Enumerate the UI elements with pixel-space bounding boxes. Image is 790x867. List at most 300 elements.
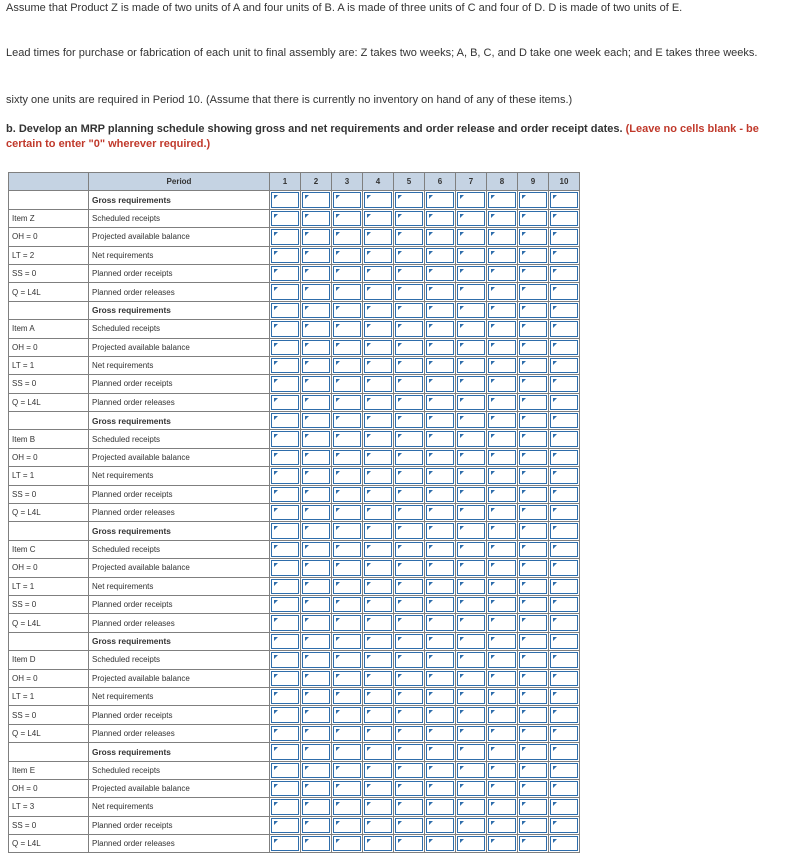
answer-input[interactable] <box>271 707 299 722</box>
answer-input[interactable] <box>457 615 485 630</box>
answer-input[interactable] <box>457 744 485 759</box>
answer-input[interactable] <box>457 340 485 355</box>
answer-input[interactable] <box>302 634 330 649</box>
answer-input[interactable] <box>426 284 454 299</box>
answer-input[interactable] <box>333 726 361 741</box>
answer-input[interactable] <box>395 505 423 520</box>
answer-input[interactable] <box>364 634 392 649</box>
answer-input[interactable] <box>333 211 361 226</box>
answer-input[interactable] <box>519 744 547 759</box>
answer-input[interactable] <box>488 468 516 483</box>
answer-input[interactable] <box>271 413 299 428</box>
answer-input[interactable] <box>519 358 547 373</box>
answer-input[interactable] <box>457 321 485 336</box>
answer-input[interactable] <box>426 781 454 796</box>
answer-input[interactable] <box>271 726 299 741</box>
answer-input[interactable] <box>519 579 547 594</box>
answer-input[interactable] <box>395 303 423 318</box>
answer-input[interactable] <box>519 340 547 355</box>
answer-input[interactable] <box>457 799 485 814</box>
answer-input[interactable] <box>550 468 578 483</box>
answer-input[interactable] <box>426 487 454 502</box>
answer-input[interactable] <box>488 634 516 649</box>
answer-input[interactable] <box>488 211 516 226</box>
answer-input[interactable] <box>364 615 392 630</box>
answer-input[interactable] <box>488 358 516 373</box>
answer-input[interactable] <box>457 192 485 207</box>
answer-input[interactable] <box>457 579 485 594</box>
answer-input[interactable] <box>271 395 299 410</box>
answer-input[interactable] <box>333 799 361 814</box>
answer-input[interactable] <box>457 284 485 299</box>
answer-input[interactable] <box>271 744 299 759</box>
answer-input[interactable] <box>550 634 578 649</box>
answer-input[interactable] <box>426 799 454 814</box>
answer-input[interactable] <box>333 597 361 612</box>
answer-input[interactable] <box>395 634 423 649</box>
answer-input[interactable] <box>426 450 454 465</box>
answer-input[interactable] <box>426 744 454 759</box>
answer-input[interactable] <box>271 505 299 520</box>
answer-input[interactable] <box>364 781 392 796</box>
answer-input[interactable] <box>333 542 361 557</box>
answer-input[interactable] <box>333 836 361 851</box>
answer-input[interactable] <box>457 413 485 428</box>
answer-input[interactable] <box>488 799 516 814</box>
answer-input[interactable] <box>426 413 454 428</box>
answer-input[interactable] <box>302 689 330 704</box>
answer-input[interactable] <box>457 468 485 483</box>
answer-input[interactable] <box>333 671 361 686</box>
answer-input[interactable] <box>271 781 299 796</box>
answer-input[interactable] <box>519 321 547 336</box>
answer-input[interactable] <box>426 726 454 741</box>
answer-input[interactable] <box>395 376 423 391</box>
answer-input[interactable] <box>364 376 392 391</box>
answer-input[interactable] <box>457 450 485 465</box>
answer-input[interactable] <box>271 799 299 814</box>
answer-input[interactable] <box>457 763 485 778</box>
answer-input[interactable] <box>395 818 423 833</box>
answer-input[interactable] <box>550 413 578 428</box>
answer-input[interactable] <box>519 652 547 667</box>
answer-input[interactable] <box>457 211 485 226</box>
answer-input[interactable] <box>519 836 547 851</box>
answer-input[interactable] <box>364 671 392 686</box>
answer-input[interactable] <box>519 248 547 263</box>
answer-input[interactable] <box>364 707 392 722</box>
answer-input[interactable] <box>519 376 547 391</box>
answer-input[interactable] <box>550 818 578 833</box>
answer-input[interactable] <box>333 266 361 281</box>
answer-input[interactable] <box>488 652 516 667</box>
answer-input[interactable] <box>302 836 330 851</box>
answer-input[interactable] <box>364 321 392 336</box>
answer-input[interactable] <box>457 505 485 520</box>
answer-input[interactable] <box>426 340 454 355</box>
answer-input[interactable] <box>519 431 547 446</box>
answer-input[interactable] <box>364 652 392 667</box>
answer-input[interactable] <box>426 468 454 483</box>
answer-input[interactable] <box>426 634 454 649</box>
answer-input[interactable] <box>302 799 330 814</box>
answer-input[interactable] <box>271 615 299 630</box>
answer-input[interactable] <box>271 487 299 502</box>
answer-input[interactable] <box>488 376 516 391</box>
answer-input[interactable] <box>395 763 423 778</box>
answer-input[interactable] <box>271 652 299 667</box>
answer-input[interactable] <box>488 192 516 207</box>
answer-input[interactable] <box>457 358 485 373</box>
answer-input[interactable] <box>519 781 547 796</box>
answer-input[interactable] <box>364 542 392 557</box>
answer-input[interactable] <box>395 781 423 796</box>
answer-input[interactable] <box>271 542 299 557</box>
answer-input[interactable] <box>488 395 516 410</box>
answer-input[interactable] <box>302 744 330 759</box>
answer-input[interactable] <box>364 266 392 281</box>
answer-input[interactable] <box>457 523 485 538</box>
answer-input[interactable] <box>550 560 578 575</box>
answer-input[interactable] <box>457 266 485 281</box>
answer-input[interactable] <box>457 707 485 722</box>
answer-input[interactable] <box>488 340 516 355</box>
answer-input[interactable] <box>364 468 392 483</box>
answer-input[interactable] <box>519 597 547 612</box>
answer-input[interactable] <box>457 652 485 667</box>
answer-input[interactable] <box>333 229 361 244</box>
answer-input[interactable] <box>519 615 547 630</box>
answer-input[interactable] <box>364 505 392 520</box>
answer-input[interactable] <box>271 763 299 778</box>
answer-input[interactable] <box>519 303 547 318</box>
answer-input[interactable] <box>550 229 578 244</box>
answer-input[interactable] <box>426 542 454 557</box>
answer-input[interactable] <box>395 468 423 483</box>
answer-input[interactable] <box>550 579 578 594</box>
answer-input[interactable] <box>488 266 516 281</box>
answer-input[interactable] <box>426 652 454 667</box>
answer-input[interactable] <box>519 523 547 538</box>
answer-input[interactable] <box>457 818 485 833</box>
answer-input[interactable] <box>271 818 299 833</box>
answer-input[interactable] <box>457 376 485 391</box>
answer-input[interactable] <box>364 818 392 833</box>
answer-input[interactable] <box>364 229 392 244</box>
answer-input[interactable] <box>457 689 485 704</box>
answer-input[interactable] <box>333 763 361 778</box>
answer-input[interactable] <box>302 505 330 520</box>
answer-input[interactable] <box>395 671 423 686</box>
answer-input[interactable] <box>519 634 547 649</box>
answer-input[interactable] <box>271 303 299 318</box>
answer-input[interactable] <box>426 192 454 207</box>
answer-input[interactable] <box>426 395 454 410</box>
answer-input[interactable] <box>550 358 578 373</box>
answer-input[interactable] <box>302 781 330 796</box>
answer-input[interactable] <box>426 597 454 612</box>
answer-input[interactable] <box>488 450 516 465</box>
answer-input[interactable] <box>426 560 454 575</box>
answer-input[interactable] <box>271 689 299 704</box>
answer-input[interactable] <box>488 671 516 686</box>
answer-input[interactable] <box>333 395 361 410</box>
answer-input[interactable] <box>519 799 547 814</box>
answer-input[interactable] <box>271 376 299 391</box>
answer-input[interactable] <box>457 781 485 796</box>
answer-input[interactable] <box>333 615 361 630</box>
answer-input[interactable] <box>302 284 330 299</box>
answer-input[interactable] <box>364 358 392 373</box>
answer-input[interactable] <box>364 744 392 759</box>
answer-input[interactable] <box>519 505 547 520</box>
answer-input[interactable] <box>426 303 454 318</box>
answer-input[interactable] <box>364 689 392 704</box>
answer-input[interactable] <box>302 597 330 612</box>
answer-input[interactable] <box>333 579 361 594</box>
answer-input[interactable] <box>395 799 423 814</box>
answer-input[interactable] <box>271 579 299 594</box>
answer-input[interactable] <box>488 836 516 851</box>
answer-input[interactable] <box>550 192 578 207</box>
answer-input[interactable] <box>302 450 330 465</box>
answer-input[interactable] <box>302 523 330 538</box>
answer-input[interactable] <box>488 763 516 778</box>
answer-input[interactable] <box>395 450 423 465</box>
answer-input[interactable] <box>550 340 578 355</box>
answer-input[interactable] <box>550 321 578 336</box>
answer-input[interactable] <box>333 818 361 833</box>
answer-input[interactable] <box>364 799 392 814</box>
answer-input[interactable] <box>395 689 423 704</box>
answer-input[interactable] <box>302 560 330 575</box>
answer-input[interactable] <box>364 284 392 299</box>
answer-input[interactable] <box>457 560 485 575</box>
answer-input[interactable] <box>271 597 299 612</box>
answer-input[interactable] <box>550 763 578 778</box>
answer-input[interactable] <box>519 689 547 704</box>
answer-input[interactable] <box>426 818 454 833</box>
answer-input[interactable] <box>550 450 578 465</box>
answer-input[interactable] <box>550 689 578 704</box>
answer-input[interactable] <box>333 340 361 355</box>
answer-input[interactable] <box>519 192 547 207</box>
answer-input[interactable] <box>395 597 423 612</box>
answer-input[interactable] <box>488 321 516 336</box>
answer-input[interactable] <box>302 248 330 263</box>
answer-input[interactable] <box>457 836 485 851</box>
answer-input[interactable] <box>519 818 547 833</box>
answer-input[interactable] <box>395 248 423 263</box>
answer-input[interactable] <box>488 303 516 318</box>
answer-input[interactable] <box>395 523 423 538</box>
answer-input[interactable] <box>395 358 423 373</box>
answer-input[interactable] <box>550 487 578 502</box>
answer-input[interactable] <box>271 229 299 244</box>
answer-input[interactable] <box>550 615 578 630</box>
answer-input[interactable] <box>395 560 423 575</box>
answer-input[interactable] <box>426 229 454 244</box>
answer-input[interactable] <box>302 652 330 667</box>
answer-input[interactable] <box>271 836 299 851</box>
answer-input[interactable] <box>364 560 392 575</box>
answer-input[interactable] <box>426 505 454 520</box>
answer-input[interactable] <box>302 395 330 410</box>
answer-input[interactable] <box>519 726 547 741</box>
answer-input[interactable] <box>302 707 330 722</box>
answer-input[interactable] <box>550 799 578 814</box>
answer-input[interactable] <box>550 266 578 281</box>
answer-input[interactable] <box>550 211 578 226</box>
answer-input[interactable] <box>426 707 454 722</box>
answer-input[interactable] <box>271 523 299 538</box>
answer-input[interactable] <box>302 431 330 446</box>
answer-input[interactable] <box>333 358 361 373</box>
answer-input[interactable] <box>457 248 485 263</box>
answer-input[interactable] <box>271 560 299 575</box>
answer-input[interactable] <box>550 726 578 741</box>
answer-input[interactable] <box>550 744 578 759</box>
answer-input[interactable] <box>271 192 299 207</box>
answer-input[interactable] <box>333 376 361 391</box>
answer-input[interactable] <box>333 192 361 207</box>
answer-input[interactable] <box>457 229 485 244</box>
answer-input[interactable] <box>550 431 578 446</box>
answer-input[interactable] <box>333 523 361 538</box>
answer-input[interactable] <box>364 836 392 851</box>
answer-input[interactable] <box>395 211 423 226</box>
answer-input[interactable] <box>364 413 392 428</box>
answer-input[interactable] <box>426 579 454 594</box>
answer-input[interactable] <box>395 321 423 336</box>
answer-input[interactable] <box>457 634 485 649</box>
answer-input[interactable] <box>550 836 578 851</box>
answer-input[interactable] <box>364 395 392 410</box>
answer-input[interactable] <box>426 431 454 446</box>
answer-input[interactable] <box>395 652 423 667</box>
answer-input[interactable] <box>550 523 578 538</box>
answer-input[interactable] <box>488 744 516 759</box>
answer-input[interactable] <box>550 542 578 557</box>
answer-input[interactable] <box>519 395 547 410</box>
answer-input[interactable] <box>395 395 423 410</box>
answer-input[interactable] <box>302 763 330 778</box>
answer-input[interactable] <box>364 523 392 538</box>
answer-input[interactable] <box>333 781 361 796</box>
answer-input[interactable] <box>426 523 454 538</box>
answer-input[interactable] <box>550 284 578 299</box>
answer-input[interactable] <box>364 763 392 778</box>
answer-input[interactable] <box>333 560 361 575</box>
answer-input[interactable] <box>457 726 485 741</box>
answer-input[interactable] <box>457 431 485 446</box>
answer-input[interactable] <box>333 634 361 649</box>
answer-input[interactable] <box>550 671 578 686</box>
answer-input[interactable] <box>333 413 361 428</box>
answer-input[interactable] <box>271 321 299 336</box>
answer-input[interactable] <box>488 229 516 244</box>
answer-input[interactable] <box>333 468 361 483</box>
answer-input[interactable] <box>395 726 423 741</box>
answer-input[interactable] <box>271 634 299 649</box>
answer-input[interactable] <box>426 836 454 851</box>
answer-input[interactable] <box>550 652 578 667</box>
answer-input[interactable] <box>519 542 547 557</box>
answer-input[interactable] <box>302 542 330 557</box>
answer-input[interactable] <box>364 726 392 741</box>
answer-input[interactable] <box>364 248 392 263</box>
answer-input[interactable] <box>519 487 547 502</box>
answer-input[interactable] <box>271 431 299 446</box>
answer-input[interactable] <box>395 229 423 244</box>
answer-input[interactable] <box>364 579 392 594</box>
answer-input[interactable] <box>488 431 516 446</box>
answer-input[interactable] <box>333 450 361 465</box>
answer-input[interactable] <box>488 726 516 741</box>
answer-input[interactable] <box>395 836 423 851</box>
answer-input[interactable] <box>302 671 330 686</box>
answer-input[interactable] <box>271 248 299 263</box>
answer-input[interactable] <box>426 266 454 281</box>
answer-input[interactable] <box>519 560 547 575</box>
answer-input[interactable] <box>395 431 423 446</box>
answer-input[interactable] <box>519 671 547 686</box>
answer-input[interactable] <box>488 413 516 428</box>
answer-input[interactable] <box>519 229 547 244</box>
answer-input[interactable] <box>395 744 423 759</box>
answer-input[interactable] <box>519 450 547 465</box>
answer-input[interactable] <box>271 671 299 686</box>
answer-input[interactable] <box>333 487 361 502</box>
answer-input[interactable] <box>488 597 516 612</box>
answer-input[interactable] <box>488 560 516 575</box>
answer-input[interactable] <box>271 468 299 483</box>
answer-input[interactable] <box>395 579 423 594</box>
answer-input[interactable] <box>333 652 361 667</box>
answer-input[interactable] <box>302 229 330 244</box>
answer-input[interactable] <box>395 413 423 428</box>
answer-input[interactable] <box>333 431 361 446</box>
answer-input[interactable] <box>426 358 454 373</box>
answer-input[interactable] <box>395 266 423 281</box>
answer-input[interactable] <box>333 707 361 722</box>
answer-input[interactable] <box>488 707 516 722</box>
answer-input[interactable] <box>426 689 454 704</box>
answer-input[interactable] <box>395 487 423 502</box>
answer-input[interactable] <box>426 671 454 686</box>
answer-input[interactable] <box>457 542 485 557</box>
answer-input[interactable] <box>302 266 330 281</box>
answer-input[interactable] <box>488 781 516 796</box>
answer-input[interactable] <box>550 707 578 722</box>
answer-input[interactable] <box>488 542 516 557</box>
answer-input[interactable] <box>333 284 361 299</box>
answer-input[interactable] <box>457 487 485 502</box>
answer-input[interactable] <box>426 763 454 778</box>
answer-input[interactable] <box>302 579 330 594</box>
answer-input[interactable] <box>519 211 547 226</box>
answer-input[interactable] <box>426 376 454 391</box>
answer-input[interactable] <box>550 395 578 410</box>
answer-input[interactable] <box>519 763 547 778</box>
answer-input[interactable] <box>550 597 578 612</box>
answer-input[interactable] <box>519 413 547 428</box>
answer-input[interactable] <box>395 340 423 355</box>
answer-input[interactable] <box>426 615 454 630</box>
answer-input[interactable] <box>395 542 423 557</box>
answer-input[interactable] <box>395 284 423 299</box>
answer-input[interactable] <box>302 211 330 226</box>
